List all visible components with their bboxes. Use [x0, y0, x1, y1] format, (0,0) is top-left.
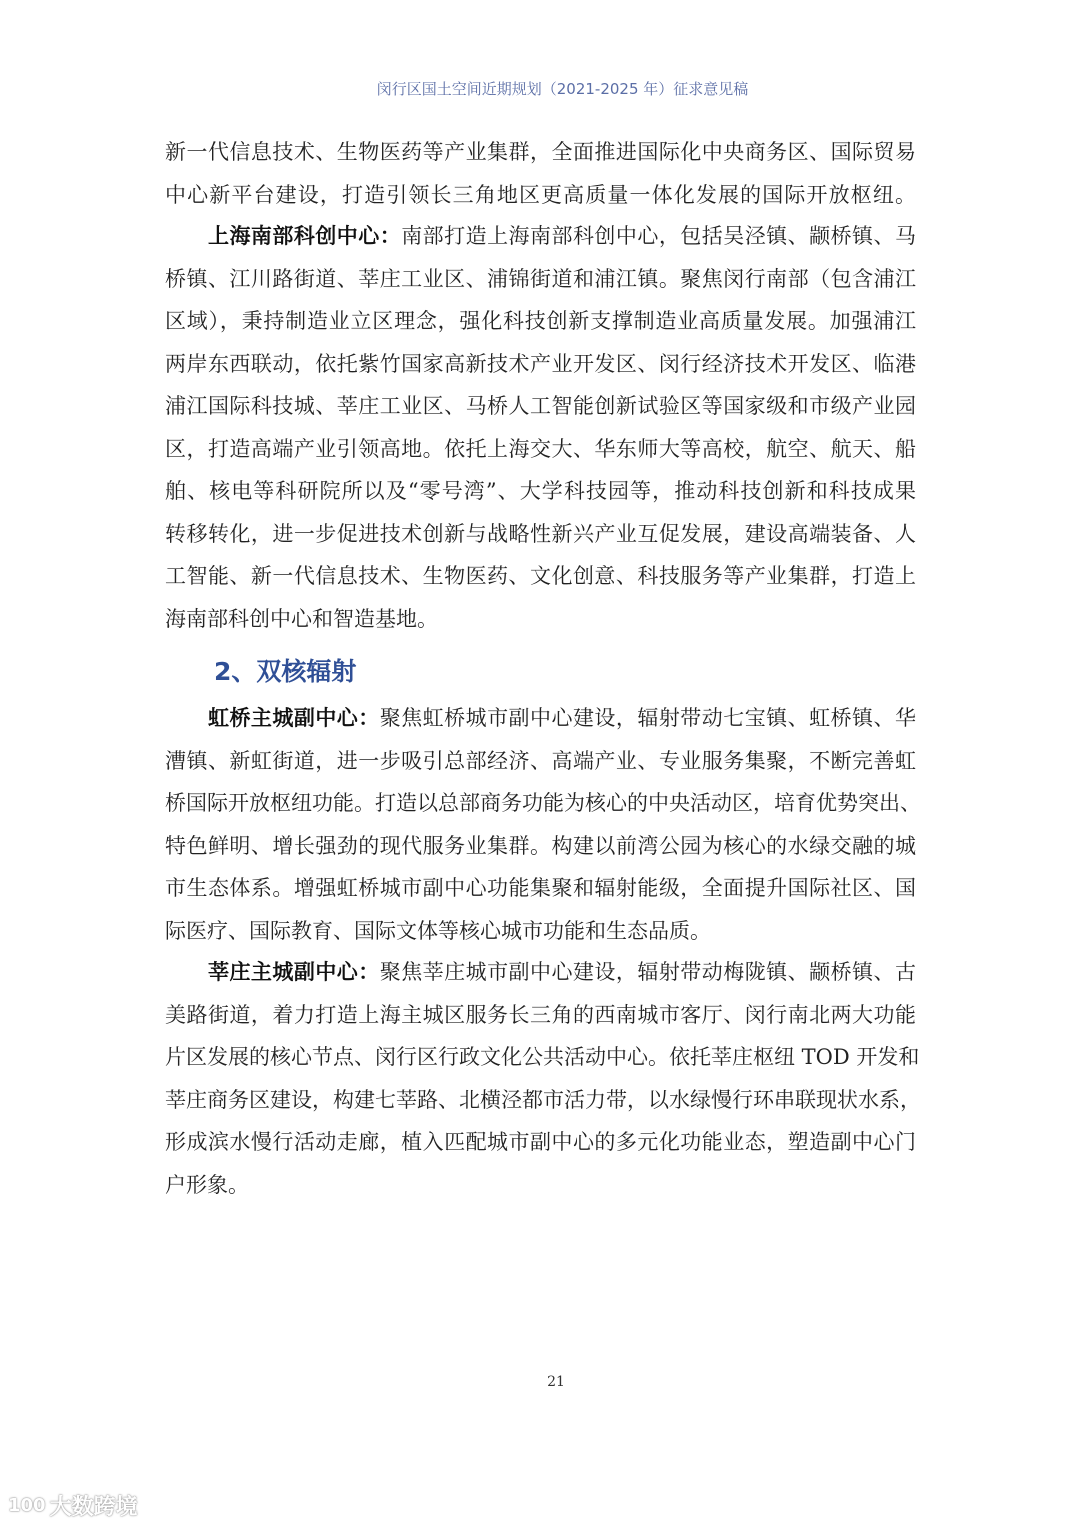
paragraph-label: 虹桥主城副中心： [208, 706, 380, 730]
watermark-text: 大数跨境 [49, 1495, 138, 1520]
paragraph-hongqiao-subcenter [165, 697, 921, 952]
text-line: 美路街道，着力打造上海主城区服务长三角的西南城市客厅、闵行南北两大功能 [165, 1002, 916, 1027]
text-line: 海南部科创中心和智造基地。 [165, 606, 438, 631]
text-line: 际医疗、国际教育、国际文体等核心城市功能和生态品质。 [165, 918, 711, 943]
paragraph-label: 上海南部科创中心： [208, 224, 402, 248]
watermark [8, 1490, 138, 1521]
watermark-logo-icon: 100 [8, 1495, 46, 1516]
line-text: 南部打造上海南部科创中心，包括吴泾镇、颛桥镇、马 [401, 224, 916, 248]
text-line: 桥镇、江川路街道、莘庄工业区、浦锦街道和浦江镇。聚焦闵行南部（包含浦江 [165, 266, 916, 291]
text-line [165, 215, 916, 258]
text-line: 户形象。 [165, 1172, 249, 1197]
text-line: 桥国际开放枢纽功能。打造以总部商务功能为核心的中央活动区，培育优势突出、 [165, 791, 921, 815]
line-text: 聚焦虹桥城市副中心建设，辐射带动七宝镇、虹桥镇、华 [379, 706, 916, 730]
text-line: 形成滨水慢行活动走廊，植入匹配城市副中心的多元化功能业态，塑造副中心门 [165, 1130, 916, 1154]
text-line: 漕镇、新虹街道，进一步吸引总部经济、高端产业、专业服务集聚，不断完善虹 [165, 748, 916, 773]
text-line: 浦江国际科技城、莘庄工业区、马桥人工智能创新试验区等国家级和市级产业园 [165, 394, 916, 418]
paragraph-shanghai-south-innovation-center [165, 215, 916, 640]
text-line: 片区发展的核心节点、闵行区行政文化公共活动中心。依托莘庄枢纽 TOD 开发和 [165, 1045, 920, 1069]
paragraph-continuation [165, 131, 916, 216]
text-line: 市生态体系。增强虹桥城市副中心功能集聚和辐射能级，全面提升国际社区、国 [165, 876, 916, 900]
text-line: 两岸东西联动，依托紫竹国家高新技术产业开发区、闵行经济技术开发区、临港 [165, 351, 916, 376]
paragraph-xinzhuang-subcenter [165, 951, 921, 1206]
text-line: 工智能、新一代信息技术、生物医药、文化创意、科技服务等产业集群，打造上 [165, 564, 916, 588]
text-line [165, 951, 916, 994]
text-line: 中心新平台建设，打造引领长三角地区更高质量一体化发展的国际开放枢纽。 [165, 182, 916, 207]
text-line: 特色鲜明、增长强劲的现代服务业集群。构建以前湾公园为核心的水绿交融的城 [165, 833, 916, 858]
text-line [165, 697, 916, 740]
text-line: 舶、核电等科研院所以及“零号湾”、大学科技园等，推动科技创新和科技成果 [165, 479, 916, 503]
paragraph-label: 莘庄主城副中心： [208, 960, 380, 984]
section-heading: 2、双核辐射 [214, 657, 357, 686]
page-number: 21 [547, 1374, 565, 1390]
text-line: 转移转化，进一步促进技术创新与战略性新兴产业互促发展，建设高端装备、人 [165, 521, 916, 546]
text-line: 区域），秉持制造业立区理念，强化科技创新支撑制造业高质量发展。加强浦江 [165, 309, 916, 333]
line-text: 聚焦莘庄城市副中心建设，辐射带动梅陇镇、颛桥镇、古 [379, 960, 916, 984]
running-header: 闵行区国土空间近期规划（2021-2025 年）征求意见稿 [376, 80, 749, 98]
text-line: 新一代信息技术、生物医药等产业集群，全面推进国际化中央商务区、国际贸易 [165, 140, 916, 164]
text-line: 区，打造高端产业引领高地。依托上海交大、华东师大等高校，航空、航天、船 [165, 436, 916, 461]
text-line: 莘庄商务区建设，构建七莘路、北横泾都市活力带，以水绿慢行环串联现状水系， [165, 1087, 921, 1112]
